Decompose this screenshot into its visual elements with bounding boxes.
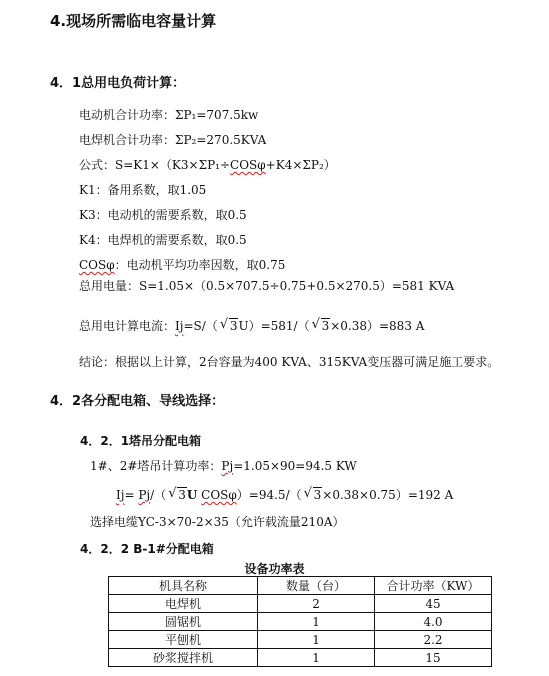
total-power-line: 总用电量：S=1.05×（0.5×707.5÷0.75+0.5×270.5）=581 KVA: [79, 279, 455, 293]
cell-qty: 1: [258, 631, 375, 649]
table-row: [109, 631, 492, 649]
cos-desc: ：电动机平均功率因数，取0.75: [114, 258, 286, 272]
cell-qty: 1: [258, 613, 375, 631]
cell-name: 砂浆搅拌机: [109, 649, 258, 667]
equipment-power-table: [108, 576, 492, 667]
formula-prefix: 公式：S=K1×（K3×ΣP₁÷: [79, 158, 231, 172]
motor-power-line: 电动机合计功率：ΣP₁=707.5kw: [79, 108, 259, 122]
conclusion-line: 结论：根据以上计算，2台容量为400 KVA、315KVA变压器可满足施工要求。: [79, 355, 500, 369]
current-label: 总用电计算电流：: [79, 319, 176, 333]
crane-current-result: ×0.38×0.75）=192 A: [322, 488, 454, 502]
cell-power: 45: [374, 595, 491, 613]
cell-name: 圆锯机: [109, 613, 258, 631]
cell-power: 2.2: [374, 631, 491, 649]
cell-qty: 2: [258, 595, 375, 613]
current-result: ×0.38）=883 A: [330, 319, 425, 333]
crane-ij: Ij: [116, 488, 125, 502]
cos-symbol: COSφ: [79, 258, 115, 272]
table-row: [109, 649, 492, 667]
table-header-row: [109, 577, 492, 595]
cell-power: 4.0: [374, 613, 491, 631]
crane-eq: =: [124, 488, 135, 502]
formula-line: [79, 157, 336, 173]
sqrt-symbol-4: √ 3: [303, 486, 322, 502]
crane-pj: Pj: [221, 459, 234, 473]
sqrt-symbol-2: √ 3: [311, 317, 330, 333]
sqrt-symbol-3: √ 3: [168, 486, 186, 502]
header-qty: 数量（台）: [258, 577, 375, 595]
k3-line: K3：电动机的需要系数，取0.5: [79, 208, 247, 222]
sqrt-symbol: √ 3: [219, 317, 238, 333]
table-row: [109, 613, 492, 631]
current-ij: Ij: [175, 319, 184, 333]
current-mid2: U）=581/（: [238, 319, 310, 333]
crane-current-line: [116, 487, 453, 503]
formula-cos: COSφ: [230, 158, 266, 172]
cos-line: [79, 257, 285, 273]
section-heading-4-2-2: 4．2．2 B-1#分配电箱: [80, 542, 214, 556]
cell-power: 15: [374, 649, 491, 667]
cell-name: 平刨机: [109, 631, 258, 649]
crane-mid: /（: [150, 488, 167, 502]
crane-pj-2: Pj: [138, 488, 151, 502]
k4-line: K4：电焊机的需要系数，取0.5: [79, 233, 247, 247]
crane-power-label: 1#、2#塔吊计算功率：: [90, 459, 222, 473]
k1-line: K1：备用系数，取1.05: [79, 183, 207, 197]
cable-selection-line: 选择电缆YC-3×70-2×35（允许载流量210A）: [90, 515, 345, 529]
crane-power-line: [90, 458, 357, 474]
cell-qty: 1: [258, 649, 375, 667]
crane-power-value: =1.05×90=94.5 KW: [233, 459, 357, 473]
formula-suffix: +K4×ΣP₂）: [265, 158, 336, 172]
section-heading-4-2: 4．2各分配电箱、导线选择：: [50, 394, 225, 409]
section-heading-4-2-1: 4．2．1塔吊分配电箱: [80, 434, 202, 448]
crane-cos: COSφ: [201, 488, 237, 502]
crane-mid2: ）=94.5/（: [236, 488, 302, 502]
header-name: 机具名称: [109, 577, 258, 595]
header-power: 合计功率（KW）: [374, 577, 491, 595]
cell-name: 电焊机: [109, 595, 258, 613]
total-current-line: [79, 318, 424, 334]
current-mid1: =S/（: [183, 319, 218, 333]
section-heading-4-1: 4．1总用电负荷计算：: [50, 76, 186, 91]
table-caption: 设备功率表: [244, 562, 305, 576]
welder-power-line: 电焊机合计功率：ΣP₂=270.5KVA: [79, 133, 267, 147]
crane-u: U: [186, 488, 198, 502]
table-row: [109, 595, 492, 613]
section-heading-4: 4.现场所需临电容量计算: [50, 12, 217, 30]
